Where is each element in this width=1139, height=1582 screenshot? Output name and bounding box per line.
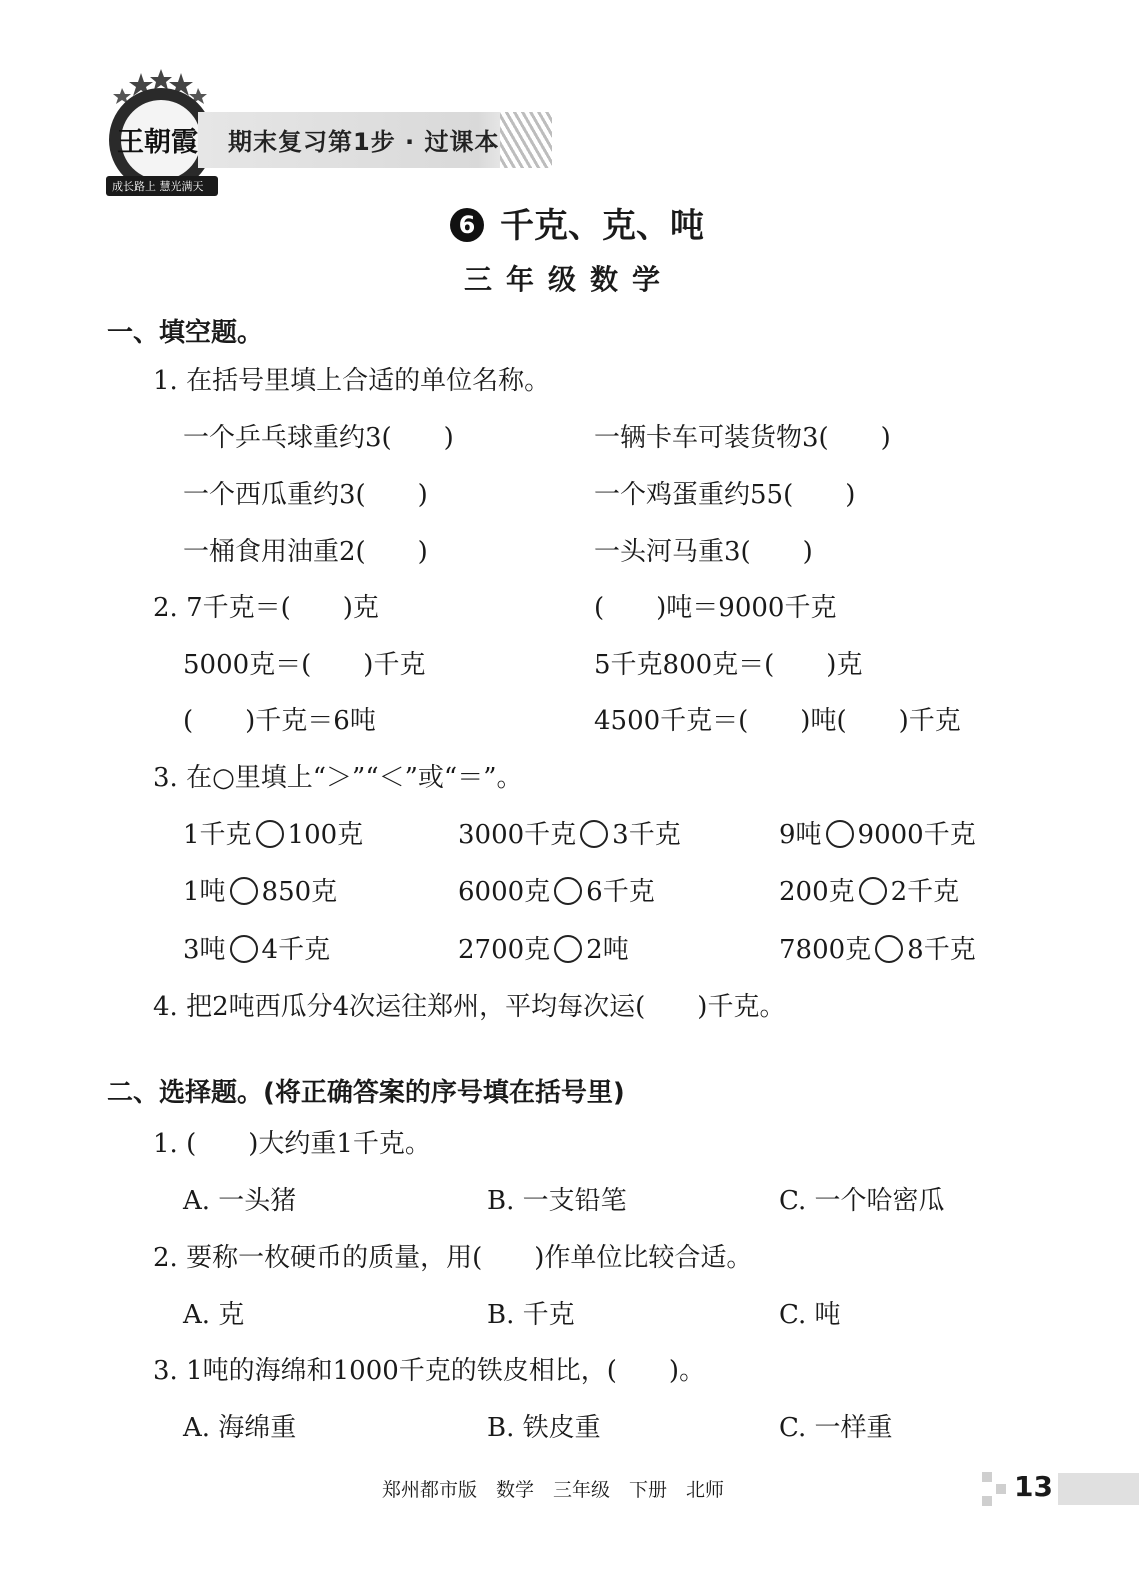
banner-stripes <box>500 112 552 168</box>
choice-option[interactable]: A. 克 <box>183 1300 245 1330</box>
logo-text: 王朝霞 <box>117 127 198 158</box>
banner-text: 期末复习第1步 · 过课本 <box>228 128 500 156</box>
compare-circle[interactable] <box>554 935 582 963</box>
compare-circle[interactable] <box>230 877 258 905</box>
footer-decoration <box>982 1496 992 1506</box>
footer-text: 郑州都市版 数学 三年级 下册 北师 <box>382 1479 725 1501</box>
section2-heading: 二、选择题。(将正确答案的序号填在括号里) <box>107 1078 625 1108</box>
compare-circle[interactable] <box>230 935 258 963</box>
choice-option[interactable]: C. 一样重 <box>779 1413 893 1443</box>
q1-item: 一个鸡蛋重约55( ) <box>594 480 856 510</box>
compare-item: 200克 2千克 <box>779 877 960 907</box>
choice-option[interactable]: B. 铁皮重 <box>487 1413 601 1443</box>
q2-item: 4500千克＝( )吨( )千克 <box>594 706 961 736</box>
choice-option[interactable]: C. 吨 <box>779 1300 841 1330</box>
q4-prompt: 4. 把2吨西瓜分4次运往郑州，平均每次运( )千克。 <box>153 992 786 1022</box>
choice-question: 1. ( )大约重1千克。 <box>153 1129 431 1159</box>
choice-option[interactable]: A. 一头猪 <box>183 1186 297 1216</box>
q1-item: 一辆卡车可装货物3( ) <box>594 423 891 453</box>
compare-circle[interactable] <box>859 877 887 905</box>
choice-option[interactable]: B. 千克 <box>487 1300 575 1330</box>
section1-heading: 一、填空题。 <box>107 318 264 348</box>
compare-circle[interactable] <box>875 935 903 963</box>
choice-question: 2. 要称一枚硬币的质量，用( )作单位比较合适。 <box>153 1243 753 1273</box>
title-number-badge: 6 <box>450 208 484 242</box>
compare-circle[interactable] <box>580 820 608 848</box>
compare-item: 1千克 100克 <box>183 820 364 850</box>
compare-item: 7800克 8千克 <box>779 935 976 965</box>
q3-prompt: 3. 在○里填上“＞”“＜”或“＝”。 <box>153 763 523 793</box>
q1-prompt: 1. 在括号里填上合适的单位名称。 <box>153 366 551 396</box>
title-text: 千克、克、吨 <box>500 206 704 246</box>
compare-item: 6000克 6千克 <box>458 877 655 907</box>
footer-decoration <box>996 1484 1006 1494</box>
q1-item: 一头河马重3( ) <box>594 537 813 567</box>
q2-item: ( )千克＝6吨 <box>183 706 376 736</box>
q1-item: 一个乒乓球重约3( ) <box>183 423 454 453</box>
choice-option[interactable]: B. 一支铅笔 <box>487 1186 627 1216</box>
q2-item: 5千克800克＝( )克 <box>594 650 863 680</box>
compare-item: 3000千克 3千克 <box>458 820 681 850</box>
page-number: 13 <box>1014 1470 1053 1503</box>
footer-decoration <box>982 1472 992 1482</box>
q2-item: 2. 7千克＝( )克 <box>153 593 379 623</box>
compare-item: 2700克 2吨 <box>458 935 629 965</box>
compare-circle[interactable] <box>554 877 582 905</box>
choice-option[interactable]: A. 海绵重 <box>183 1413 297 1443</box>
compare-item: 3吨 4千克 <box>183 935 331 965</box>
logo-slogan: 成长路上 慧光满天 <box>112 180 204 193</box>
choice-option[interactable]: C. 一个哈密瓜 <box>779 1186 945 1216</box>
q1-item: 一个西瓜重约3( ) <box>183 480 428 510</box>
page-subtitle: 三年级数学 <box>464 263 675 296</box>
compare-circle[interactable] <box>826 820 854 848</box>
compare-item: 1吨 850克 <box>183 877 338 907</box>
choice-question: 3. 1吨的海绵和1000千克的铁皮相比，( )。 <box>153 1356 706 1386</box>
q2-item: ( )吨＝9000千克 <box>594 593 837 623</box>
compare-item: 9吨 9000千克 <box>779 820 976 850</box>
page-title <box>450 198 704 247</box>
page-number-bar <box>1058 1473 1139 1505</box>
q1-item: 一桶食用油重2( ) <box>183 537 428 567</box>
compare-circle[interactable] <box>256 820 284 848</box>
q2-item: 5000克＝( )千克 <box>183 650 426 680</box>
